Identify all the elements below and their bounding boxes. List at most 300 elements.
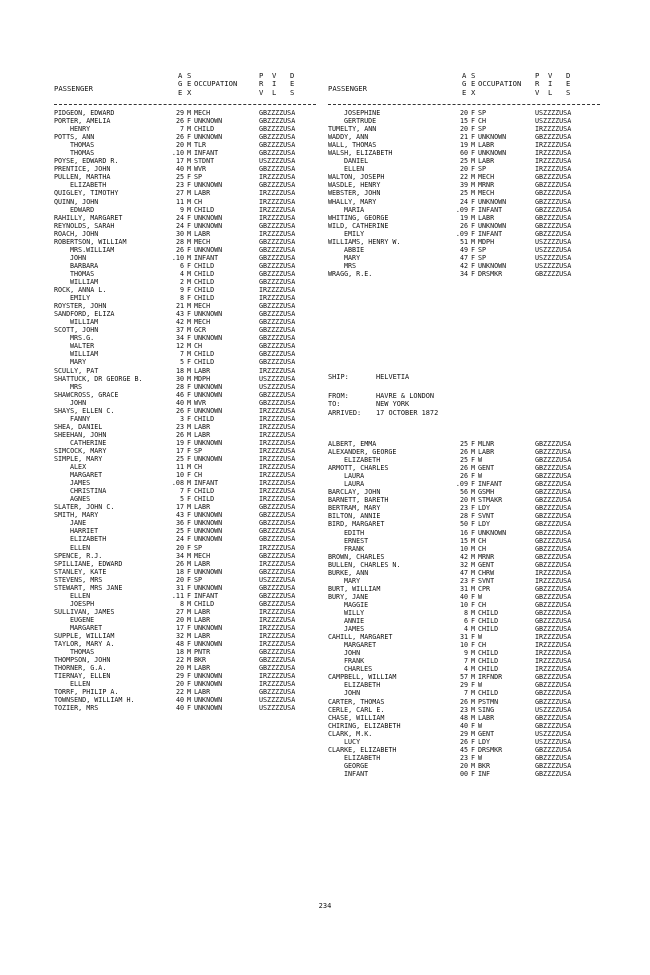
- passenger-name: ROYSTER, JOHN: [54, 302, 107, 311]
- passenger-occupation: UNKNOWN: [194, 511, 223, 520]
- passenger-origin-destination: USZZZZUSA: [259, 575, 296, 584]
- header-p: P: [535, 71, 540, 80]
- passenger-name: MRS: [344, 261, 357, 270]
- table-row: [328, 770, 600, 778]
- passenger-sex: F: [187, 358, 192, 367]
- passenger-name: STEVENS, MRS: [54, 575, 103, 584]
- passenger-origin-destination: USZZZZUSA: [535, 245, 572, 254]
- passenger-name: ELIZABETH: [344, 681, 381, 690]
- passenger-origin-destination: GBZZZZUSA: [259, 125, 296, 134]
- right-column-lower: [328, 440, 600, 778]
- passenger-origin-destination: GBZZZZUSA: [259, 591, 296, 600]
- table-row: [328, 657, 600, 665]
- passenger-origin-destination: GBZZZZUSA: [259, 519, 296, 528]
- passenger-age: 25: [459, 440, 468, 448]
- passenger-occupation: UNKNOWN: [478, 261, 507, 270]
- passenger-name: TORRF, PHILIP A.: [54, 688, 119, 697]
- passenger-sex: M: [187, 109, 192, 117]
- passenger-age: 24: [175, 535, 184, 544]
- passenger-origin-destination: IRZZZZUSA: [259, 294, 296, 303]
- passenger-sex: F: [471, 512, 476, 521]
- header-v: V: [259, 87, 264, 97]
- table-row: [54, 294, 316, 302]
- passenger-origin-destination: GBZZZZUSA: [535, 536, 572, 545]
- passenger-sex: M: [471, 536, 476, 545]
- passenger-occupation: DRSMKR: [478, 269, 503, 278]
- passenger-age: 47: [459, 253, 468, 262]
- passenger-age: 17: [175, 446, 184, 455]
- passenger-sex: F: [471, 769, 476, 778]
- passenger-origin-destination: IRZZZZUSA: [259, 624, 296, 632]
- passenger-origin-destination: GBZZZZUSA: [535, 269, 572, 278]
- passenger-age: 21: [459, 133, 468, 142]
- arrived-line: [328, 409, 578, 418]
- passenger-occupation: INFANT: [194, 253, 219, 262]
- passenger-sex: M: [187, 664, 192, 673]
- passenger-occupation: UNKNOWN: [194, 310, 223, 319]
- passenger-occupation: SP: [478, 125, 487, 134]
- passenger-age: 4: [179, 269, 184, 278]
- passenger-name: CHASE, WILLIAM: [328, 713, 385, 722]
- table-row: [54, 608, 316, 616]
- table-row: [328, 262, 600, 270]
- passenger-occupation: INFANT: [478, 205, 503, 214]
- passenger-origin-destination: GBZZZZUSA: [535, 456, 572, 465]
- passenger-origin-destination: GBZZZZUSA: [259, 664, 296, 673]
- passenger-occupation: LABR: [194, 615, 211, 624]
- passenger-name: ALEX: [70, 463, 87, 472]
- passenger-occupation: LABR: [194, 688, 211, 697]
- table-row: [54, 672, 316, 680]
- passenger-sex: M: [187, 503, 192, 512]
- passenger-origin-destination: IRZZZZUSA: [535, 157, 572, 166]
- passenger-occupation: CH: [478, 641, 487, 650]
- passenger-origin-destination: USZZZZUSA: [535, 261, 572, 270]
- passenger-occupation: CHILD: [194, 269, 215, 278]
- passenger-age: 26: [459, 737, 468, 746]
- passenger-origin-destination: GBZZZZUSA: [259, 245, 296, 254]
- passenger-sex: F: [471, 197, 476, 206]
- passenger-name: ROBERTSON, WILLIAM: [54, 237, 127, 246]
- passenger-origin-destination: GBZZZZUSA: [259, 688, 296, 697]
- table-row: [328, 488, 600, 496]
- table-row: [328, 149, 600, 157]
- table-row: [328, 117, 600, 125]
- table-row: [328, 189, 600, 197]
- table-row: [328, 730, 600, 738]
- passenger-occupation: SVNT: [478, 576, 495, 585]
- passenger-origin-destination: GBZZZZUSA: [259, 117, 296, 126]
- passenger-name: BURT, WILLIAM: [328, 584, 381, 593]
- passenger-age: 9: [179, 286, 184, 295]
- passenger-origin-destination: IRZZZZUSA: [535, 125, 572, 134]
- passenger-name: JOHN: [70, 253, 87, 262]
- passenger-occupation: CHILD: [194, 277, 215, 286]
- passenger-origin-destination: IRZZZZUSA: [259, 205, 296, 214]
- passenger-name: RAHILLY, MARGARET: [54, 213, 123, 222]
- passenger-sex: M: [471, 761, 476, 770]
- passenger-occupation: UNKNOWN: [194, 640, 223, 649]
- passenger-name: SIMCOCK, MARY: [54, 446, 107, 455]
- table-row: [328, 754, 600, 762]
- passenger-age: 19: [459, 141, 468, 150]
- passenger-occupation: CH: [194, 342, 203, 351]
- passenger-sex: F: [187, 446, 192, 455]
- passenger-age: 57: [459, 673, 468, 682]
- passenger-occupation: IRFNDR: [478, 673, 503, 682]
- passenger-name: JOHN: [70, 398, 87, 407]
- passenger-origin-destination: IRZZZZUSA: [535, 165, 572, 174]
- passenger-origin-destination: GBZZZZUSA: [259, 326, 296, 335]
- passenger-sex: F: [471, 753, 476, 762]
- passenger-origin-destination: GBZZZZUSA: [535, 221, 572, 230]
- passenger-age: 28: [459, 512, 468, 521]
- passenger-origin-destination: GBZZZZUSA: [535, 229, 572, 238]
- passenger-sex: F: [187, 535, 192, 544]
- passenger-occupation: DRSMKR: [478, 745, 503, 754]
- passenger-sex: F: [187, 455, 192, 464]
- passenger-name: ELLEN: [70, 591, 91, 600]
- passenger-origin-destination: USZZZZUSA: [535, 237, 572, 246]
- passenger-sex: M: [471, 713, 476, 722]
- passenger-occupation: TLR: [194, 141, 207, 150]
- passenger-occupation: LABR: [194, 607, 211, 616]
- table-row: [328, 633, 600, 641]
- passenger-name: JAMES: [70, 479, 91, 488]
- passenger-origin-destination: IRZZZZUSA: [259, 672, 296, 681]
- table-row: [328, 529, 600, 537]
- table-row: [328, 617, 600, 625]
- passenger-name: THOMAS: [70, 141, 95, 150]
- table-row: [328, 472, 600, 480]
- left-column: [54, 72, 316, 713]
- passenger-occupation: SP: [194, 575, 203, 584]
- table-row: [328, 504, 600, 512]
- from-label: FROM:: [328, 391, 349, 400]
- passenger-origin-destination: USZZZZUSA: [259, 374, 296, 383]
- passenger-origin-destination: IRZZZZUSA: [259, 543, 296, 552]
- passenger-age: 34: [175, 334, 184, 343]
- passenger-age: 3: [179, 414, 184, 423]
- passenger-origin-destination: USZZZZUSA: [535, 117, 572, 126]
- passenger-name: MARGARET: [344, 641, 377, 650]
- passenger-name: STANLEY, KATE: [54, 567, 107, 576]
- from-value: HAVRE & LONDON: [376, 391, 435, 400]
- passenger-name: HARRIET: [70, 527, 99, 536]
- passenger-age: 49: [459, 245, 468, 254]
- passenger-occupation: BKR: [194, 656, 207, 665]
- passenger-origin-destination: IRZZZZUSA: [259, 463, 296, 472]
- table-row: [328, 125, 600, 133]
- table-row: [328, 157, 600, 165]
- passenger-sex: M: [187, 326, 192, 335]
- header-age-e: E: [178, 87, 183, 97]
- passenger-origin-destination: IRZZZZUSA: [535, 576, 572, 585]
- table-row: [54, 358, 316, 366]
- passenger-age: 42: [459, 552, 468, 561]
- passenger-origin-destination: GBZZZZUSA: [535, 189, 572, 198]
- passenger-age: 26: [459, 448, 468, 457]
- passenger-sex: F: [471, 592, 476, 601]
- table-row: [54, 544, 316, 552]
- table-row: [54, 302, 316, 310]
- passenger-name: BILTON, ANNIE: [328, 512, 381, 521]
- table-row: [54, 632, 316, 640]
- passenger-occupation: SVNT: [478, 512, 495, 521]
- table-row: [328, 198, 600, 206]
- passenger-sex: F: [187, 680, 192, 689]
- passenger-sex: M: [187, 366, 192, 375]
- passenger-name: CHRISTINA: [70, 487, 107, 496]
- table-row: [54, 238, 316, 246]
- passenger-age: 40: [175, 165, 184, 174]
- passenger-age: 23: [175, 181, 184, 190]
- table-row: [328, 222, 600, 230]
- passenger-name: ELIZABETH: [344, 753, 381, 762]
- passenger-name: PRENTICE, JOHN: [54, 165, 111, 174]
- passenger-origin-destination: IRZZZZUSA: [535, 649, 572, 658]
- passenger-origin-destination: GBZZZZUSA: [259, 358, 296, 367]
- table-row: [54, 326, 316, 334]
- passenger-origin-destination: IRZZZZUSA: [259, 446, 296, 455]
- passenger-age: 40: [175, 696, 184, 705]
- passenger-name: REYNOLDS, SARAH: [54, 221, 115, 230]
- passenger-sex: M: [187, 599, 192, 608]
- header-p: P: [259, 71, 264, 80]
- passenger-sex: F: [187, 294, 192, 303]
- passenger-name: SIMPLE, MARY: [54, 455, 103, 464]
- passenger-origin-destination: GBZZZZUSA: [259, 390, 296, 399]
- passenger-sex: M: [187, 149, 192, 158]
- passenger-name: FRANK: [344, 657, 365, 666]
- passenger-sex: M: [471, 697, 476, 706]
- passenger-sex: F: [187, 704, 192, 713]
- passenger-age: 60: [459, 149, 468, 158]
- passenger-sex: F: [187, 583, 192, 592]
- header-age-e: E: [462, 87, 467, 97]
- passenger-origin-destination: GBZZZZUSA: [259, 551, 296, 560]
- page-number: 234: [318, 902, 332, 910]
- header-sex-e: E: [187, 79, 192, 89]
- passenger-name: CATHERINE: [70, 438, 107, 447]
- passenger-age: 48: [175, 640, 184, 649]
- passenger-age: 46: [175, 390, 184, 399]
- passenger-name: TOWNSEND, WILLIAM H.: [54, 696, 135, 705]
- table-row: [54, 447, 316, 455]
- passenger-age: 6: [463, 617, 468, 626]
- passenger-origin-destination: USZZZZUSA: [259, 382, 296, 391]
- passenger-origin-destination: USZZZZUSA: [535, 737, 572, 746]
- passenger-occupation: INFANT: [478, 229, 503, 238]
- passenger-sex: F: [471, 456, 476, 465]
- passenger-sex: F: [471, 205, 476, 214]
- passenger-name: WEBSTER, JOHN: [328, 189, 381, 198]
- passenger-occupation: BKR: [478, 761, 491, 770]
- passenger-list: [328, 109, 600, 278]
- passenger-age: 15: [459, 536, 468, 545]
- table-row: [54, 415, 316, 423]
- passenger-age: 26: [175, 245, 184, 254]
- passenger-age: 22: [175, 688, 184, 697]
- passenger-age: 40: [175, 398, 184, 407]
- passenger-origin-destination: GBZZZZUSA: [259, 109, 296, 117]
- passenger-origin-destination: IRZZZZUSA: [535, 633, 572, 642]
- passenger-name: THOMAS: [70, 149, 95, 158]
- passenger-origin-destination: GBZZZZUSA: [259, 342, 296, 351]
- table-row: [328, 569, 600, 577]
- passenger-sex: F: [471, 133, 476, 142]
- table-row: [54, 431, 316, 439]
- table-row: [54, 656, 316, 664]
- passenger-sex: F: [187, 624, 192, 632]
- table-row: [54, 117, 316, 125]
- passenger-occupation: SP: [478, 109, 487, 117]
- passenger-age: 26: [459, 221, 468, 230]
- passenger-origin-destination: GBZZZZUSA: [535, 600, 572, 609]
- passenger-age: 43: [175, 310, 184, 319]
- passenger-age: 00: [459, 769, 468, 778]
- table-row: [54, 399, 316, 407]
- passenger-name: ALBERT, EMMA: [328, 440, 377, 448]
- passenger-age: .10: [171, 149, 184, 158]
- passenger-sex: F: [471, 681, 476, 690]
- table-row: [328, 722, 600, 730]
- table-row: [54, 141, 316, 149]
- passenger-occupation: PSTMN: [478, 697, 499, 706]
- passenger-name: CLARK, M.K.: [328, 729, 373, 738]
- passenger-sex: F: [471, 221, 476, 230]
- passenger-sex: F: [471, 633, 476, 642]
- passenger-age: 9: [463, 649, 468, 658]
- passenger-name: MARGARET: [70, 471, 103, 480]
- table-row: [54, 125, 316, 133]
- passenger-occupation: LABR: [478, 713, 495, 722]
- passenger-sex: M: [187, 269, 192, 278]
- passenger-age: 20: [175, 141, 184, 150]
- passenger-sex: F: [471, 520, 476, 529]
- passenger-age: 19: [175, 438, 184, 447]
- passenger-name: AGNES: [70, 495, 91, 504]
- passenger-sex: F: [471, 721, 476, 730]
- passenger-sex: F: [187, 567, 192, 576]
- passenger-name: JOHN: [344, 689, 361, 698]
- passenger-origin-destination: USZZZZUSA: [535, 705, 572, 714]
- passenger-age: 50: [459, 520, 468, 529]
- passenger-occupation: LABR: [194, 229, 211, 238]
- passenger-name: FANNY: [70, 414, 91, 423]
- passenger-age: 56: [459, 488, 468, 497]
- passenger-name: THOMPSON, JOHN: [54, 656, 111, 665]
- passenger-name: BARCLAY, JOHN: [328, 488, 381, 497]
- passenger-sex: F: [187, 221, 192, 230]
- passenger-age: .10: [171, 253, 184, 262]
- passenger-age: 34: [175, 551, 184, 560]
- table-row: [54, 278, 316, 286]
- passenger-age: 11: [175, 463, 184, 472]
- passenger-sex: F: [187, 511, 192, 520]
- passenger-occupation: LDY: [478, 737, 491, 746]
- table-row: [328, 746, 600, 754]
- passenger-sex: M: [471, 213, 476, 222]
- passenger-sex: F: [471, 149, 476, 158]
- passenger-origin-destination: GBZZZZUSA: [259, 141, 296, 150]
- passenger-sex: F: [471, 480, 476, 489]
- table-row: [328, 206, 600, 214]
- header-i: I: [548, 79, 553, 89]
- passenger-name: WASDLE, HENRY: [328, 181, 381, 190]
- table-row: [54, 230, 316, 238]
- passenger-sex: F: [471, 117, 476, 126]
- passenger-occupation: SING: [478, 705, 495, 714]
- table-row: [328, 512, 600, 520]
- passenger-sex: M: [187, 253, 192, 262]
- header-d: D: [566, 71, 571, 80]
- passenger-occupation: CHILD: [478, 608, 499, 617]
- table-row: [54, 165, 316, 173]
- passenger-age: 23: [459, 504, 468, 513]
- passenger-origin-destination: IRZZZZUSA: [259, 422, 296, 431]
- passenger-origin-destination: USZZZZUSA: [535, 253, 572, 262]
- passenger-sex: M: [187, 463, 192, 472]
- passenger-name: SPILLIANE, EDWARD: [54, 559, 123, 568]
- passenger-name: JOESPH: [70, 599, 95, 608]
- passenger-sex: F: [187, 672, 192, 681]
- passenger-occupation: CHILD: [194, 286, 215, 295]
- passenger-age: 30: [175, 229, 184, 238]
- table-row: [328, 165, 600, 173]
- passenger-name: CLARKE, ELIZABETH: [328, 745, 397, 754]
- table-row: [328, 254, 600, 262]
- passenger-sex: M: [187, 422, 192, 431]
- passenger-origin-destination: GBZZZZUSA: [259, 648, 296, 657]
- passenger-occupation: UNKNOWN: [194, 438, 223, 447]
- passenger-age: 40: [459, 592, 468, 601]
- passenger-origin-destination: GBZZZZUSA: [535, 133, 572, 142]
- passenger-occupation: CHILD: [194, 414, 215, 423]
- passenger-origin-destination: IRZZZZUSA: [259, 680, 296, 689]
- table-row: [328, 440, 600, 448]
- table-row: [54, 133, 316, 141]
- passenger-occupation: LABR: [194, 189, 211, 198]
- passenger-occupation: PNTR: [194, 648, 211, 657]
- passenger-origin-destination: GBZZZZUSA: [535, 480, 572, 489]
- passenger-origin-destination: GBZZZZUSA: [535, 173, 572, 182]
- passenger-occupation: LABR: [194, 503, 211, 512]
- passenger-origin-destination: GBZZZZUSA: [259, 511, 296, 520]
- table-row: [328, 561, 600, 569]
- passenger-sex: M: [471, 625, 476, 634]
- passenger-name: LUCY: [344, 737, 361, 746]
- table-row: [54, 503, 316, 511]
- header-age-g: G: [462, 79, 467, 89]
- table-row: [54, 640, 316, 648]
- passenger-name: WRAGG, R.E.: [328, 269, 373, 278]
- passenger-age: 34: [459, 269, 468, 278]
- passenger-sex: M: [187, 607, 192, 616]
- table-row: [54, 535, 316, 543]
- passenger-sex: M: [471, 496, 476, 505]
- table-row: [328, 738, 600, 746]
- passenger-origin-destination: GBZZZZUSA: [535, 673, 572, 682]
- passenger-name: DANIEL: [344, 157, 369, 166]
- table-row: [328, 496, 600, 504]
- passenger-age: 8: [463, 608, 468, 617]
- passenger-age: 28: [175, 382, 184, 391]
- passenger-sex: M: [187, 648, 192, 657]
- passenger-age: 12: [175, 342, 184, 351]
- passenger-age: 26: [459, 697, 468, 706]
- table-row: [328, 665, 600, 673]
